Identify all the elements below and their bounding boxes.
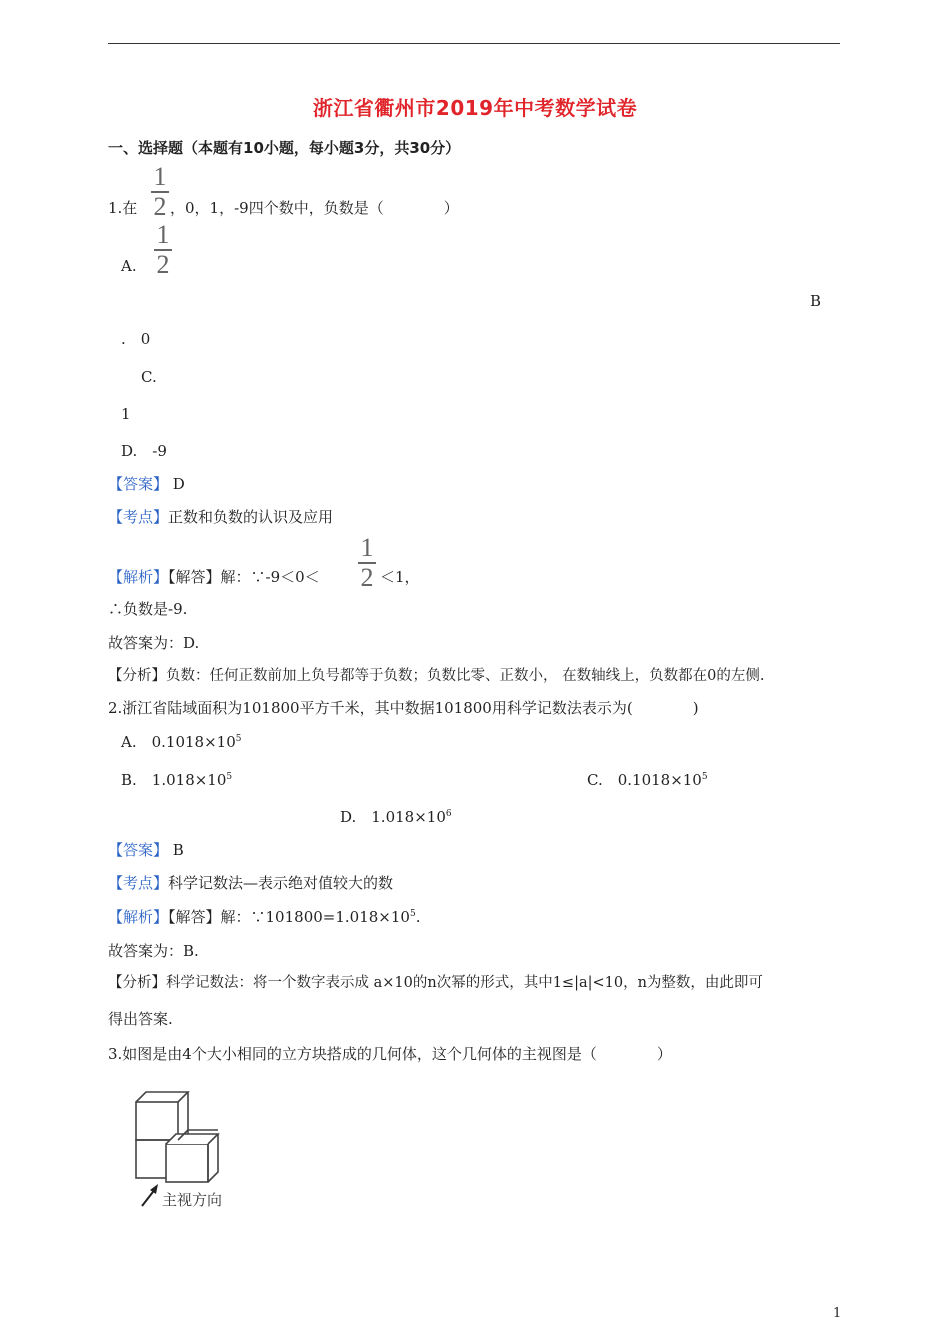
document-title: 浙江省衢州市2019年中考数学试卷 <box>312 96 638 120</box>
analysis-end: . <box>415 908 421 926</box>
answer-tag: 【答案】 <box>108 841 169 859</box>
answer-tag: 【答案】 <box>108 475 169 493</box>
point-text: 科学记数法—表示绝对值较大的数 <box>168 874 394 892</box>
cube-top-face <box>136 1092 188 1102</box>
figure-label: 主视方向 <box>162 1191 223 1209</box>
q2-fenxi-line2: 得出答案. <box>108 1010 173 1028</box>
q1-option-a-fraction <box>154 220 172 279</box>
q1-stem-suffix: ，0，1，-9四个数中，负数是（ ） <box>170 199 459 217</box>
q2-analysis <box>108 907 420 927</box>
section-heading: 一、选择题（本题有10小题，每小题3分，共30分） <box>108 139 461 157</box>
fraction-denominator: 2 <box>153 192 167 221</box>
q1-option-c-label: C. <box>141 368 157 386</box>
cube-top-face <box>166 1134 218 1144</box>
q1-option-c-value: 1 <box>121 405 131 423</box>
point-text: 正数和负数的认识及应用 <box>168 508 334 526</box>
option-text: C. 0.1018×10 <box>587 771 702 789</box>
analysis-text: 【解答】解：∵101800=1.018×10 <box>168 908 410 926</box>
cube-side-face <box>178 1092 188 1140</box>
analysis-tag: 【解析】 <box>108 568 169 586</box>
option-text: B. 1.018×10 <box>121 771 227 789</box>
q2-answer <box>108 840 184 860</box>
q1-analysis <box>108 567 320 587</box>
q1-analysis-line2: ∴负数是-9. <box>108 600 188 618</box>
page-number: 1 <box>833 1306 842 1321</box>
q1-option-b-label: B <box>810 292 822 310</box>
q1-answer <box>108 474 185 494</box>
fraction-numerator: 1 <box>156 220 170 249</box>
q2-fenxi-line1: 【分析】科学记数法：将一个数字表示成 a×10的n次幂的形式，其中1≤|a|<10，n为整数，由此即可 <box>108 975 763 991</box>
q2-stem: 2.浙江省陆域面积为101800平方千米，其中数据101800用科学记数法表示为( ) <box>108 699 699 717</box>
answer-value: D <box>172 475 185 493</box>
q2-analysis-line2: 故答案为：B. <box>108 942 199 960</box>
q1-option-a-label: A. <box>121 257 137 275</box>
q1-fraction-half <box>151 162 169 221</box>
q1-option-d: D. -9 <box>121 442 167 460</box>
option-exponent: 6 <box>445 809 452 819</box>
q2-option-c <box>587 770 708 790</box>
option-text: A. 0.1018×10 <box>121 733 236 751</box>
answer-value: B <box>172 841 184 859</box>
q1-point <box>108 507 333 527</box>
option-exponent: 5 <box>701 772 708 782</box>
q2-option-b <box>121 770 232 790</box>
header-rule <box>108 43 840 44</box>
cube-front-face <box>166 1144 208 1182</box>
fraction-numerator: 1 <box>153 162 167 191</box>
analysis-tag: 【解析】 <box>108 908 169 926</box>
fraction-denominator: 2 <box>360 563 374 592</box>
fraction-denominator: 2 <box>156 250 170 279</box>
point-tag: 【考点】 <box>108 508 169 526</box>
q1-analysis-end: ＜1， <box>380 568 420 586</box>
analysis-exponent: 5 <box>409 909 416 919</box>
q1-analysis-fraction <box>358 533 376 592</box>
q2-point <box>108 873 393 893</box>
q3-stem: 3.如图是由4个大小相同的立方块搭成的几何体，这个几何体的主视图是（ ） <box>108 1045 672 1063</box>
option-exponent: 5 <box>226 772 233 782</box>
q1-fenxi: 【分析】负数：任何正数前加上负号都等于负数；负数比零、正数小， 在数轴线上，负数都在0的左侧. <box>108 668 765 684</box>
q2-option-a <box>121 732 241 752</box>
option-text: D. 1.018×10 <box>340 808 446 826</box>
q1-analysis-line3: 故答案为：D. <box>108 634 200 652</box>
cube-front-face <box>136 1102 178 1140</box>
q3-cube-figure <box>128 1078 268 1218</box>
fraction-numerator: 1 <box>360 533 374 562</box>
q1-stem-prefix: 1.在 <box>108 199 138 217</box>
arrow-icon <box>150 1184 158 1194</box>
analysis-text: 【解答】解：∵-9＜0＜ <box>168 568 320 586</box>
q1-option-b-value: . 0 <box>121 330 151 348</box>
option-exponent: 5 <box>235 734 242 744</box>
q2-option-d <box>340 807 452 827</box>
point-tag: 【考点】 <box>108 874 169 892</box>
